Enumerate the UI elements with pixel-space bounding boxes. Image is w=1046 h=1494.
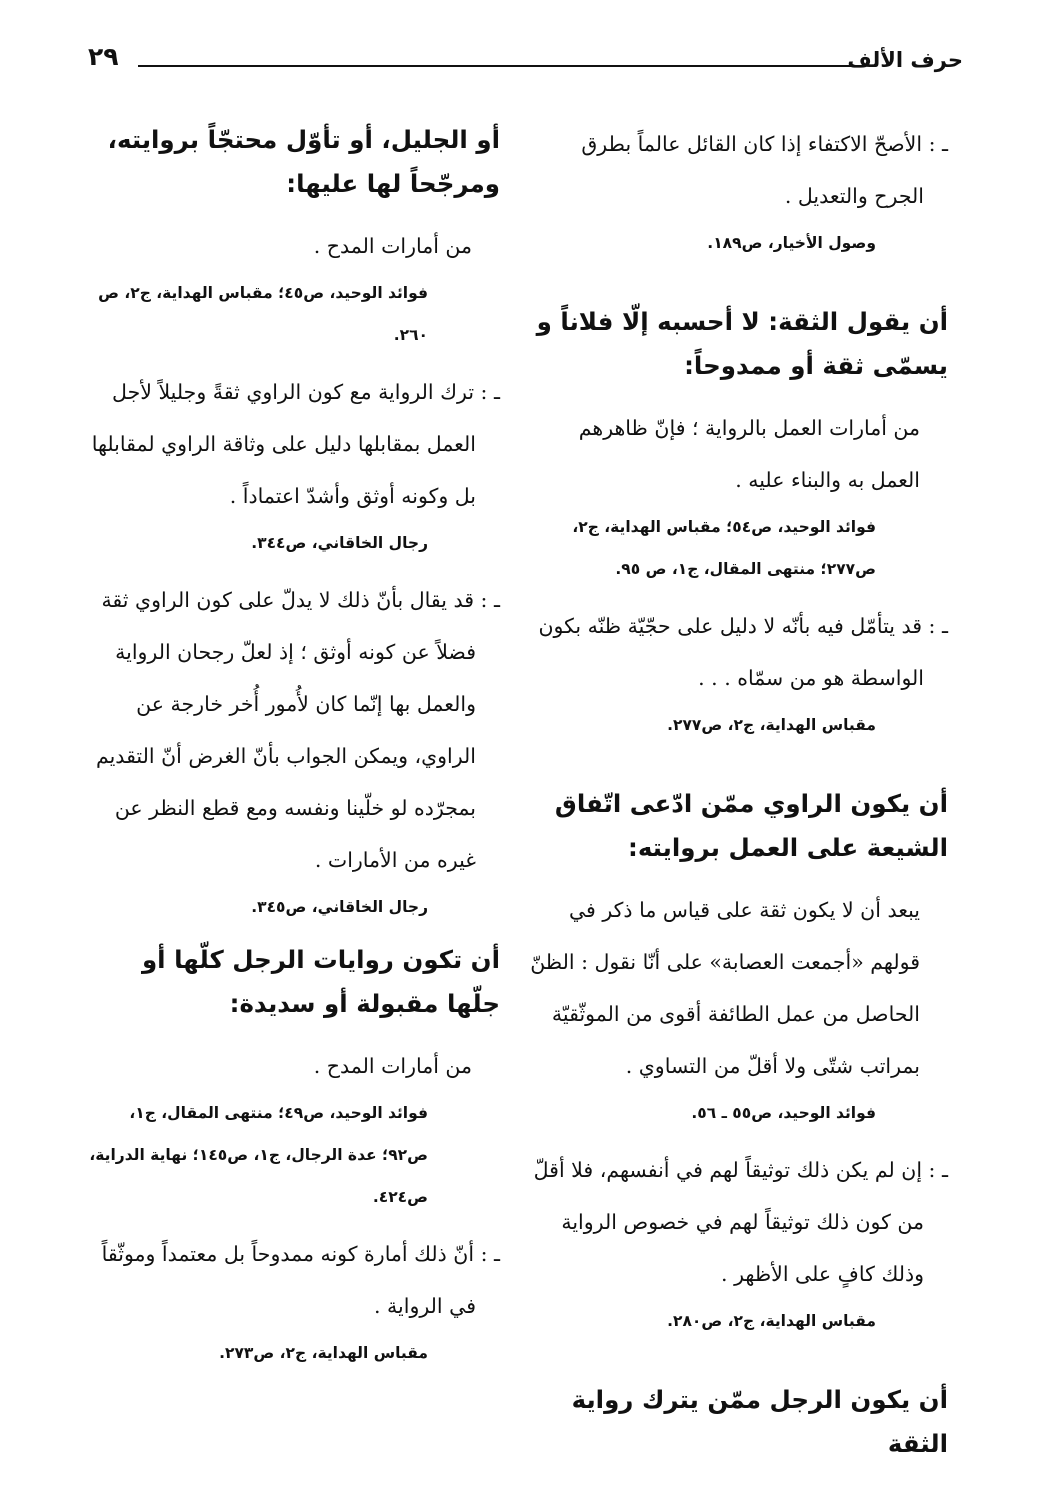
entry-dash-text: ـ : إن لم يكن ذلك توثيقاً لهم في أنفسهم، فلا أقلّ من كون ذلك توثيقاً لهم في خصوص الرواية وذلك كافٍ على الأظهر .	[533, 1158, 948, 1286]
entry-dash-source: مقباس الهداية، ج٢، ص٢٧٣.	[219, 1344, 428, 1362]
running-title: حرف الألف	[847, 48, 963, 72]
entry-dash-source: رجال الخاقاني، ص٣٤٤.	[251, 534, 428, 552]
entry-heading: أن تكون روايات الرجل كلّها أو جلّها مقبولة أو سديدة:	[141, 945, 500, 1018]
entry-heading: أن يكون الرجل ممّن يترك رواية الثقة	[571, 1385, 948, 1458]
entry-dash-text: ـ : ترك الرواية مع كون الراوي ثقةً وجليلاً لأجل العمل بمقابلها دليل على وثاقة الراوي لمقابلها بل وكونه أوثق وأشدّ اعتماداً .	[91, 380, 500, 508]
entry-text: يبعد أن لا يكون ثقة على قياس ما ذكر في قولهم «أجمعت العصابة» على أنّا نقول : الظنّ الحاصل من عمل الطائفة أقوى من الموثّقيّة بمراتب شتّى ولا أقلّ من التساوي .	[530, 898, 920, 1078]
intro-source: وصول الأخيار، ص١٨٩.	[707, 234, 876, 252]
entry-dash-source: مقباس الهداية، ج٢، ص٢٧٧.	[667, 716, 876, 734]
header-rule	[138, 65, 851, 67]
page-number: ٢٩	[88, 42, 119, 71]
entry-heading: أن يكون الراوي ممّن ادّعى اتّفاق الشيعة على العمل بروايته:	[554, 789, 948, 862]
entry-source: فوائد الوحيد، ص٥٥ ـ ٥٦.	[691, 1104, 876, 1122]
entry-dash-source: مقباس الهداية، ج٢، ص٢٨٠.	[667, 1312, 876, 1330]
entry-source: فوائد الوحيد، ص٤٩؛ منتهى المقال، ج١، ص٩٢؛ عدة الرجال، ج١، ص١٤٥؛ نهاية الدراية، ص٤٢٤.	[89, 1104, 428, 1206]
entry-source: فوائد الوحيد، ص٤٥؛ مقباس الهداية، ج٢، ص ٢٦٠.	[98, 284, 428, 344]
intro-dash-text: ـ : الأصحّ الاكتفاء إذا كان القائل عالماً بطرق الجرح والتعديل .	[581, 132, 948, 208]
entry-dash-text: ـ : قد يقال بأنّ ذلك لا يدلّ على كون الراوي ثقة فضلاً عن كونه أوثق ؛ إذ لعلّ رجحان الرواية والعمل بها إنّما كان لأُمور أُخر خارجة عن الراوي، ويمكن الجواب بأنّ الغرض أنّ التقديم بمجرّده لو خلّينا ونفسه ومع قطع النظر عن غيره من الأمارات .	[95, 588, 500, 872]
entry-dash-text: ـ : قد يتأمّل فيه بأنّه لا دليل على حجّيّة ظنّه بكون الواسطة هو من سمّاه . . .	[538, 614, 948, 690]
running-header	[88, 40, 963, 80]
entry-text: من أمارات العمل بالرواية ؛ فإنّ ظاهرهم العمل به والبناء عليه .	[578, 416, 920, 492]
entry-dash-source: رجال الخاقاني، ص٣٤٥.	[251, 898, 428, 916]
left-column	[88, 118, 500, 1384]
entry-source: فوائد الوحيد، ص٥٤؛ مقباس الهداية، ج٢، ص٢٧٧؛ منتهى المقال، ج١، ص ٩٥.	[572, 518, 876, 578]
right-column	[528, 118, 948, 1480]
entry-text: من أمارات المدح .	[313, 234, 472, 258]
continued-heading: أو الجليل، أو تأوّل محتجّاً بروايته، ومرجّحاً لها عليها:	[107, 125, 500, 198]
entry-text: من أمارات المدح .	[313, 1054, 472, 1078]
entry-dash-text: ـ : أنّ ذلك أمارة كونه ممدوحاً بل معتمداً وموثّقاً في الرواية .	[101, 1242, 500, 1318]
entry-heading: أن يقول الثقة: لا أحسبه إلّا فلاناً و يسمّى ثقة أو ممدوحاً:	[536, 307, 948, 380]
